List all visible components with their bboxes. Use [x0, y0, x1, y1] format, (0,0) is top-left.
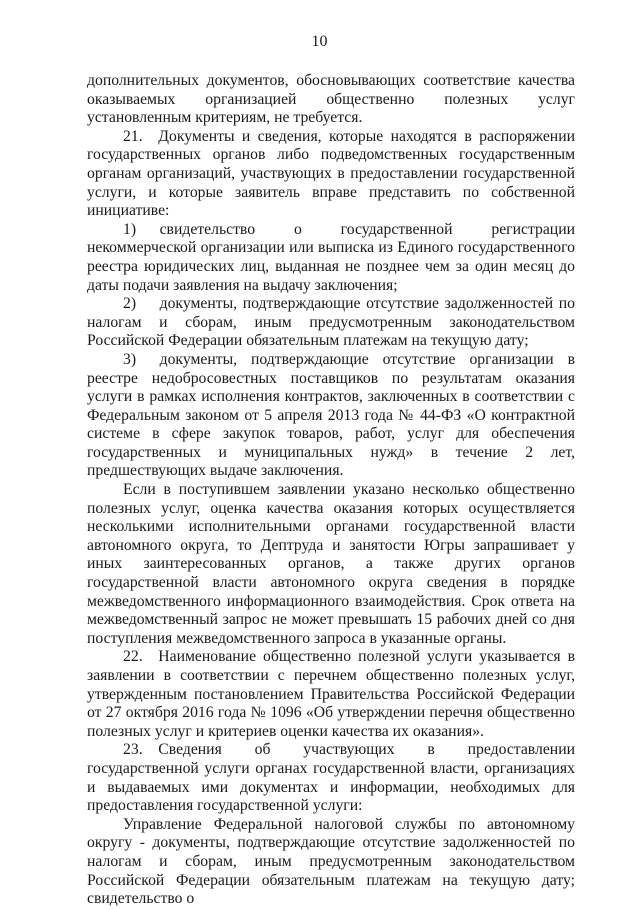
paragraph-tax-service: Управление Федеральной налоговой службы по автономному округу - документы, подтверждающие отсутствие задолженностей по налогам и сборам, иным предусмотренным законодательством Российской Федерации обязательным платежам на текущую дату; свидетельство о [87, 815, 575, 908]
paragraph-item-21: 21. Документы и сведения, которые находятся в распоряжении государственных органов либо подведомственных государственным органам организаций, участвующих в предоставлении государственной услуги, и которые заявитель вправе представить по собственной инициативе: [87, 127, 575, 220]
page-number: 10 [311, 33, 328, 50]
paragraph-continuation: дополнительных документов, обосновывающих соответствие качества оказываемых организацией общественно полезных услуг установленным критериям, не требуется. [87, 72, 575, 127]
document-body [87, 72, 575, 909]
paragraph-item-22: 22. Наименование общественно полезной услуги указывается в заявлении в соответствии с перечнем общественно полезных услуг, утвержденным постановлением Правительства Российской Федерации от 27 октября 2016 года № 1096 «Об утверждении перечня общественно полезных услуг и критериев оценки качества их оказания». [87, 648, 575, 740]
list-item-2: 2) документы, подтверждающие отсутствие задолженностей по налогам и сборам, иным предусмотренным законодательством Российской Федерации обязательным платежам на текущую дату; [87, 295, 575, 350]
list-item-1: 1) свидетельство о государственной регистрации некоммерческой организации или выписка из Единого государственного реестра юридических лиц, выданная не позднее чем за один месяц до даты подачи заявления на выдачу заключения; [87, 220, 575, 294]
list-item-3: 3) документы, подтверждающие отсутствие организации в реестре недобросовестных поставщиков по результатам оказания услуги в рамках исполнения контрактов, заключенных в соответствии с Федеральным законом от 5 апреля 2013 года № 44-ФЗ «О контрактной системе в сфере закупок товаров, работ, услуг для обеспечения государственных и муниципальных нужд» в течение 2 лет, предшествующих выдаче заключения. [87, 350, 575, 480]
paragraph-interagency-request: Если в поступившем заявлении указано несколько общественно полезных услуг, оценка качества оказания которых осуществляется несколькими исполнительными органами государственной власти автономного округа, то Дептруда и занятости Югры запрашивает у иных заинтересованных органов, а также других органов государственной власти автономного округа сведения в порядке межведомственного информационного взаимодействия. Срок ответа на межведомственный запрос не может превышать 15 рабочих дней со дня поступления межведомственного запроса в указанные органы. [87, 481, 575, 647]
paragraph-item-23: 23. Сведения об участвующих в предоставлении государственной услуги органах государственной власти, организациях и выдаваемых ими документах и информации, необходимых для предоставления государственной услуги: [87, 741, 575, 815]
